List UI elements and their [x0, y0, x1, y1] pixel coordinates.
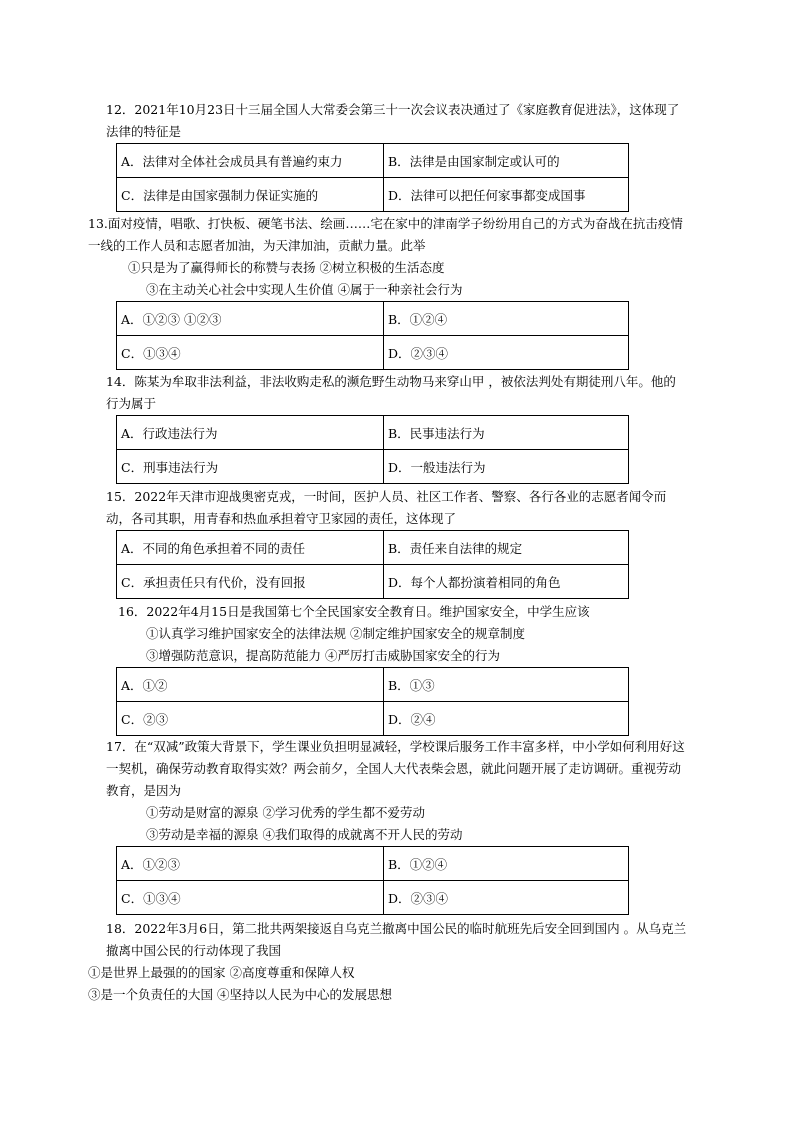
- choice-b[interactable]: B．法律是由国家制定或认可的: [384, 144, 629, 178]
- choice-a[interactable]: A．法律对全体社会成员具有普遍约束力: [117, 144, 384, 178]
- choices-table: [116, 846, 629, 915]
- choice-d[interactable]: D．②③④: [384, 336, 629, 370]
- choice-c[interactable]: C．承担责任只有代价，没有回报: [117, 565, 384, 599]
- statement-line: ①劳动是财富的源泉 ②学习优秀的学生都不爱劳动: [146, 805, 425, 820]
- choice-d[interactable]: D．②③④: [384, 881, 629, 915]
- question-17: [88, 736, 688, 915]
- statement-line: ①是世界上最强的的国家 ②高度尊重和保障人权: [88, 965, 355, 980]
- question-stem: 17．在“双减”政策大背景下，学生课业负担明显减轻，学校课后服务工作丰富多样，中小学如何利用好这一契机，确保劳动教育取得实效？两会前夕，全国人大代表柴会恩，就此问题开展了走访调研。重视劳动教育，是因为: [106, 739, 685, 798]
- question-15: [88, 486, 688, 599]
- question-13: [88, 213, 688, 370]
- choice-a[interactable]: A．行政违法行为: [117, 416, 384, 450]
- question-stem: 15．2022年天津市迎战奥密克戎，一时间，医护人员、社区工作者、警察、各行各业的志愿者闻令而动，各司其职，用青春和热血承担着守卫家园的责任，这体现了: [106, 489, 667, 526]
- statement-line: ③增强防范意识，提高防范能力 ④严厉打击威胁国家安全的行为: [146, 648, 500, 663]
- choices-table: [116, 530, 629, 599]
- choice-c[interactable]: C．法律是由国家强制力保证实施的: [117, 178, 384, 212]
- choice-d[interactable]: D．法律可以把任何家事都变成国事: [384, 178, 629, 212]
- question-stem: 18．2022年3月6日，第二批共两架接返自乌克兰撤离中国公民的临时航班先后安全回到国内 。从乌克兰撤离中国公民的行动体现了我国: [106, 921, 687, 958]
- question-14: [88, 371, 688, 484]
- choice-c[interactable]: C．②③: [117, 702, 384, 736]
- choices-table: [116, 667, 629, 736]
- statement-line: ③在主动关心社会中实现人生价值 ④属于一种亲社会行为: [146, 282, 463, 297]
- choice-b[interactable]: B．责任来自法律的规定: [384, 531, 629, 565]
- choice-b[interactable]: B．①②④: [384, 302, 629, 336]
- choice-a[interactable]: A．①②③ ①②③: [117, 302, 384, 336]
- choice-a[interactable]: A．①②③: [117, 847, 384, 881]
- choices-table: [116, 415, 629, 484]
- choice-d[interactable]: D．②④: [384, 702, 629, 736]
- question-16: [88, 601, 688, 736]
- choice-c[interactable]: C．①③④: [117, 336, 384, 370]
- statement-line: ③劳动是幸福的源泉 ④我们取得的成就离不开人民的劳动: [146, 827, 463, 842]
- choices-table: [116, 143, 629, 212]
- choice-b[interactable]: B．①②④: [384, 847, 629, 881]
- choice-a[interactable]: A．不同的角色承担着不同的责任: [117, 531, 384, 565]
- choice-b[interactable]: B．民事违法行为: [384, 416, 629, 450]
- statement-line: ①认真学习维护国家安全的法律法规 ②制定维护国家安全的规章制度: [146, 626, 525, 641]
- question-stem: 12．2021年10月23日十三届全国人大常委会第三十一次会议表决通过了《家庭教育促进法》，这体现了法律的特征是: [106, 102, 680, 139]
- question-stem: 14．陈某为牟取非法利益，非法收购走私的濒危野生动物马来穿山甲 ，被依法判处有期徒刑八年。他的行为属于: [106, 374, 676, 411]
- statement-line: ①只是为了赢得师长的称赞与表扬 ②树立积极的生活态度: [128, 260, 445, 275]
- choice-c[interactable]: C．①③④: [117, 881, 384, 915]
- question-12: [88, 99, 688, 212]
- choice-c[interactable]: C．刑事违法行为: [117, 450, 384, 484]
- question-stem: 13.面对疫情，唱歌、打快板、硬笔书法、绘画……宅在家中的津南学子纷纷用自己的方式为奋战在抗击疫情一线的工作人员和志愿者加油，为天津加油，贡献力量。此举: [88, 216, 683, 253]
- choice-b[interactable]: B．①③: [384, 668, 629, 702]
- question-stem: 16．2022年4月15日是我国第七个全民国家安全教育日。维护国家安全，中学生应该: [118, 604, 590, 619]
- statement-line: ③是一个负责任的大国 ④坚持以人民为中心的发展思想: [88, 987, 392, 1002]
- choice-d[interactable]: D．每个人都扮演着相同的角色: [384, 565, 629, 599]
- question-18: [88, 918, 688, 1006]
- choice-a[interactable]: A．①②: [117, 668, 384, 702]
- choice-d[interactable]: D．一般违法行为: [384, 450, 629, 484]
- choices-table: [116, 301, 629, 370]
